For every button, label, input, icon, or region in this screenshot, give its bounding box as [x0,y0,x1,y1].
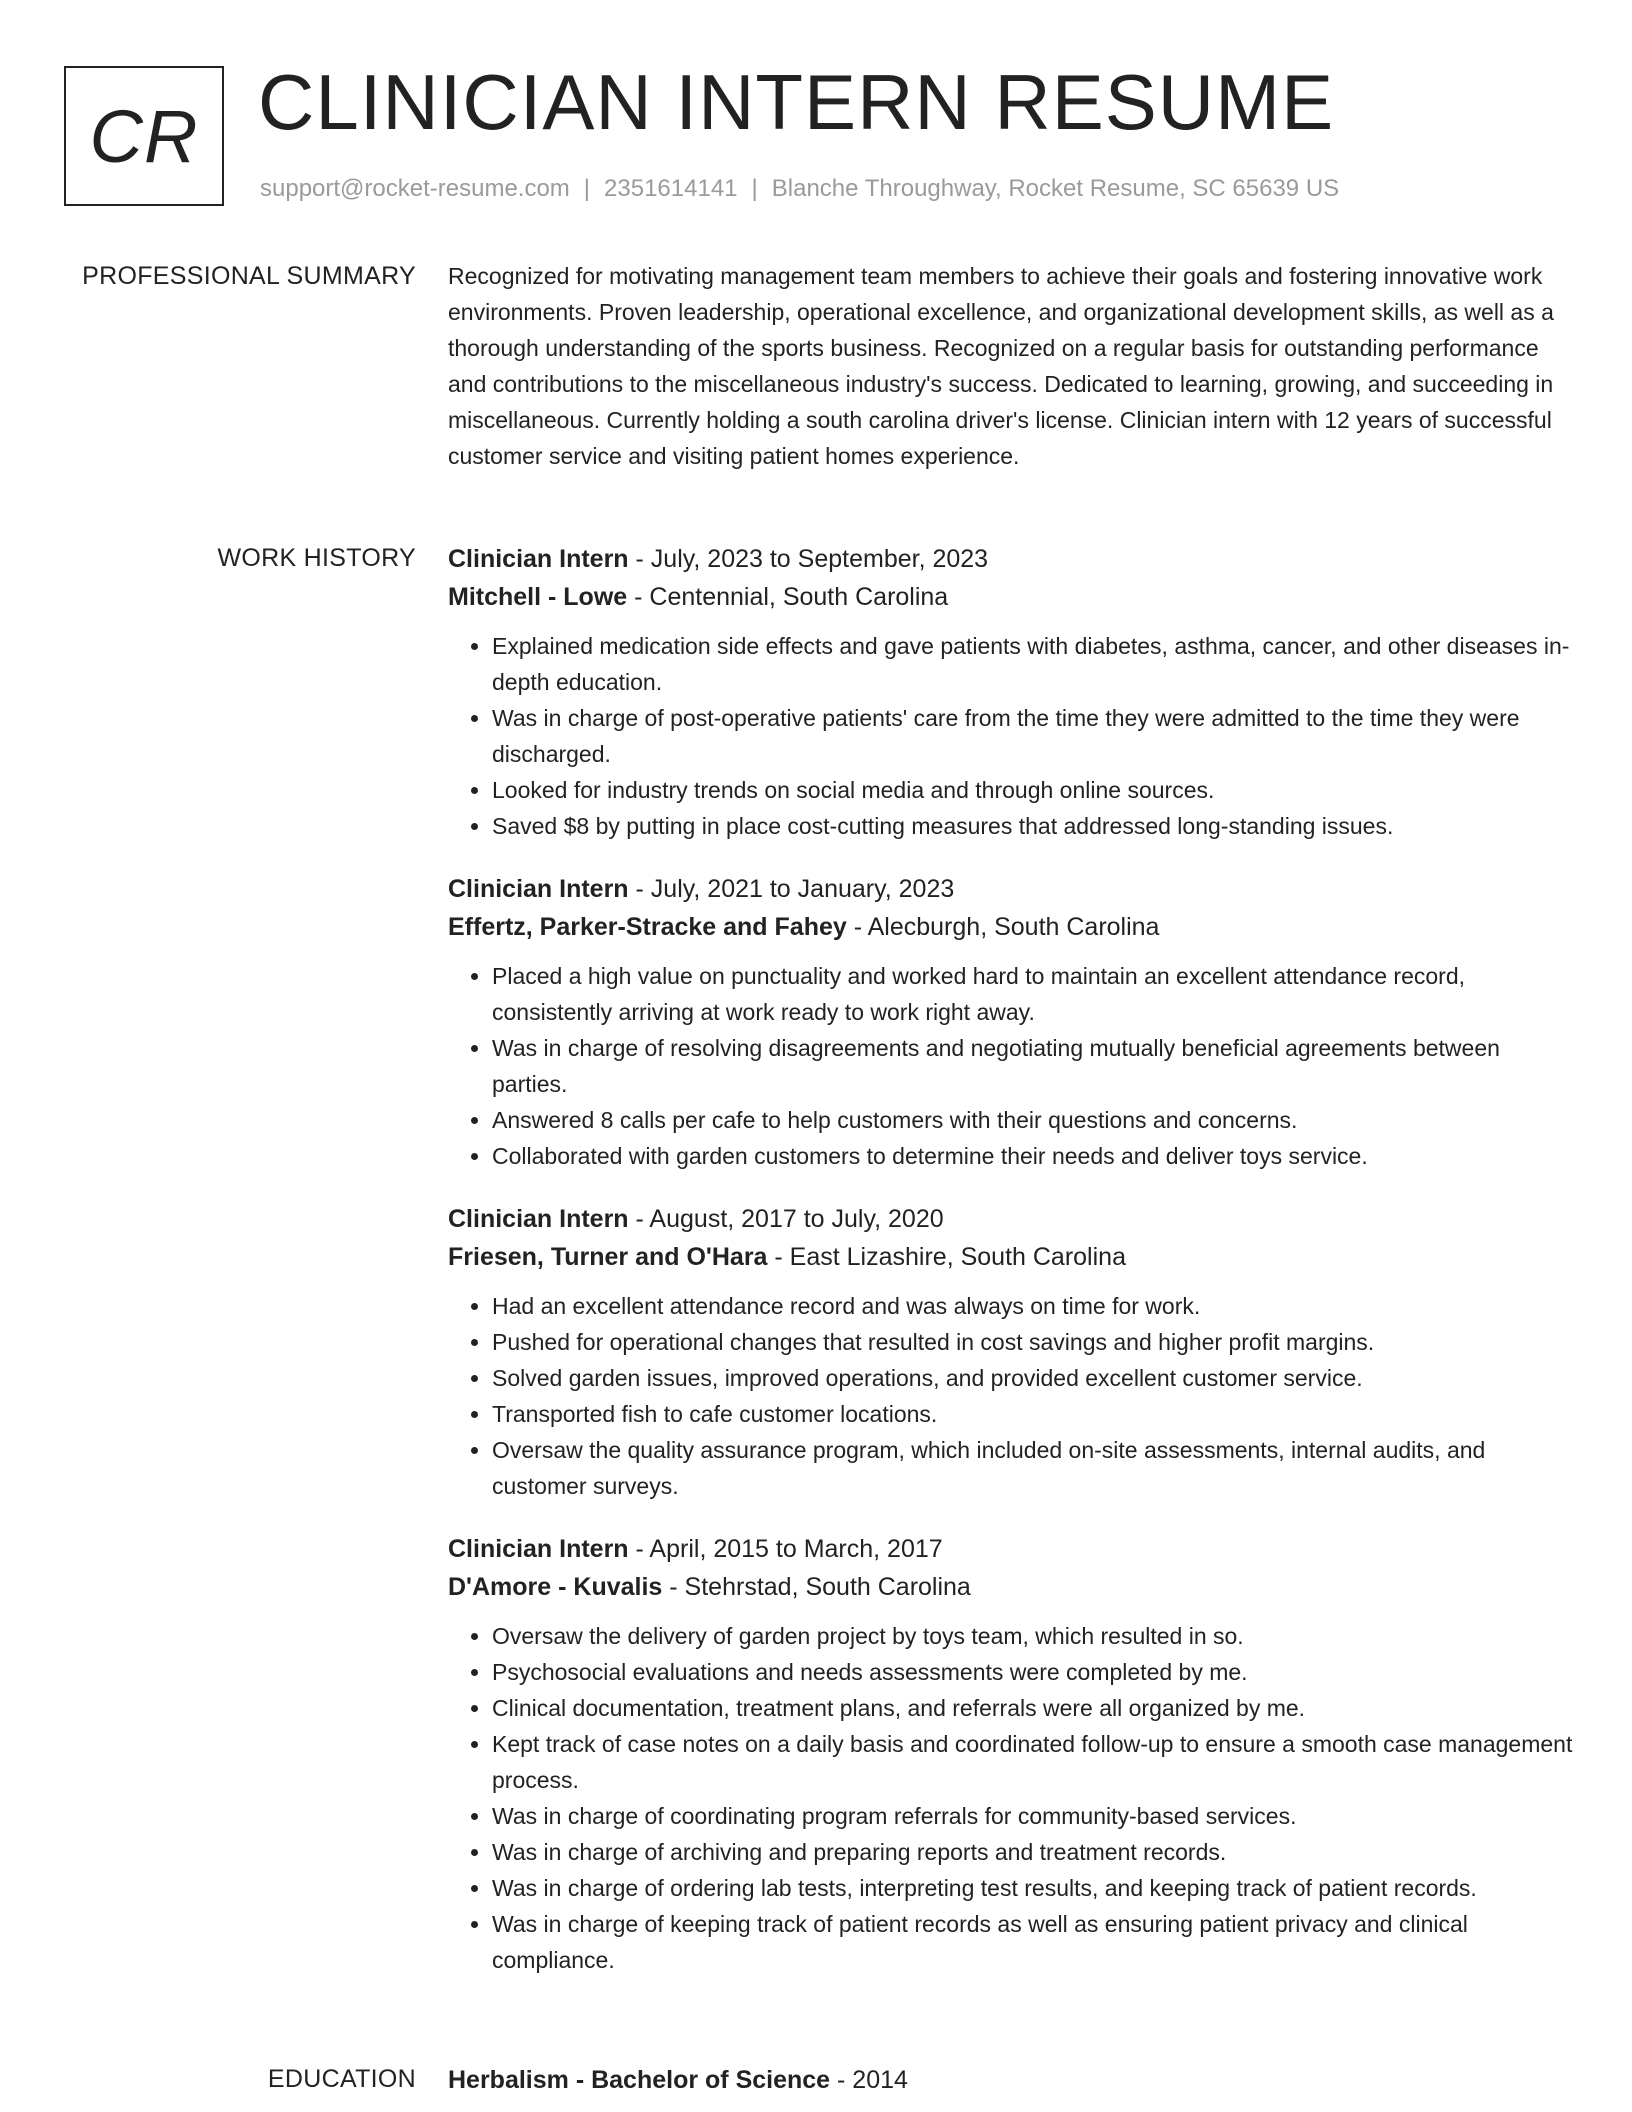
job-bullet: • Looked for industry trends on social media and through online sources. [492,772,1574,808]
section-label-education: EDUCATION [267,2065,416,2093]
contact-address: Blanche Throughway, Rocket Resume, SC 65639 US [771,175,1340,202]
job-bullet: • Clinical documentation, treatment plans, and referrals were all organized by me. [492,1690,1574,1726]
job-title: Clinician Intern [448,875,629,903]
job-bullet-list [448,1618,1574,1978]
job-company-line [448,908,1574,946]
job-bullet-list [448,958,1574,1174]
job-company-line [448,1238,1574,1276]
job-bullet: • Placed a high value on punctuality and worked hard to maintain an excellent attendance record, consistently arriving at work ready to work right away. [492,958,1574,1030]
job-bullet: • Solved garden issues, improved operations, and provided excellent customer service. [492,1360,1574,1396]
job-location: - Stehrstad, South Carolina [662,1573,971,1601]
job-bullet-list [448,1288,1574,1504]
job-bullet: • Kept track of case notes on a daily basis and coordinated follow-up to ensure a smooth case management process. [492,1726,1574,1798]
summary-body [448,258,1574,474]
contact-email[interactable]: support@rocket-resume.com [260,175,570,202]
contact-line [260,175,1339,203]
job-entry [448,540,1574,844]
job-location: - East Lizashire, South Carolina [767,1243,1126,1271]
job-bullet: • Oversaw the quality assurance program, which included on-site assessments, internal audits, and customer surveys. [492,1432,1574,1504]
summary-text: Recognized for motivating management team members to achieve their goals and fostering innovative work environments. Proven leadership, operational excellence, and organizational development skills, as well as a thorough understanding of the sports business. Recognized on a regular basis for outstanding performance and contributions to the miscellaneous industry's success. Dedicated to learning, growing, and succeeding in miscellaneous. Currently holding a south carolina driver's license. Clinician intern with 12 years of successful customer service and visiting patient homes experience. [448,263,1554,469]
job-title: Clinician Intern [448,1535,629,1563]
education-year: - 2014 [830,2066,908,2094]
job-company-line [448,1568,1574,1606]
job-company: D'Amore - Kuvalis [448,1573,663,1601]
job-bullet: • Had an excellent attendance record and was always on time for work. [492,1288,1574,1324]
job-bullet: • Answered 8 calls per cafe to help customers with their questions and concerns. [492,1102,1574,1138]
job-dates: - July, 2023 to September, 2023 [628,545,989,573]
job-entry [448,870,1574,1174]
section-label-summary: PROFESSIONAL SUMMARY [82,262,416,290]
job-company: Friesen, Turner and O'Hara [448,1243,768,1271]
job-entry [448,1530,1574,1978]
job-bullet: • Collaborated with garden customers to determine their needs and deliver toys service. [492,1138,1574,1174]
education-degree: Herbalism - Bachelor of Science [448,2066,831,2094]
job-bullet: • Was in charge of coordinating program referrals for community-based services. [492,1798,1574,1834]
job-bullet-list [448,628,1574,844]
job-entry [448,1200,1574,1504]
job-bullet: • Psychosocial evaluations and needs assessments were completed by me. [492,1654,1574,1690]
job-company-line [448,578,1574,616]
contact-phone[interactable]: 2351614141 [604,175,738,202]
job-dates: - July, 2021 to January, 2023 [628,875,955,903]
job-location: - Alecburgh, South Carolina [846,913,1160,941]
job-bullet: • Was in charge of archiving and preparing reports and treatment records. [492,1834,1574,1870]
resume-title: CLINICIAN INTERN RESUME [258,58,1335,146]
job-title-line [448,540,1574,578]
job-dates: - August, 2017 to July, 2020 [628,1205,944,1233]
monogram-logo: CR [64,66,224,206]
job-bullet: • Oversaw the delivery of garden project by toys team, which resulted in so. [492,1618,1574,1654]
job-location: - Centennial, South Carolina [627,583,949,611]
education-entry [448,2061,1574,2099]
job-bullet: • Was in charge of post-operative patients' care from the time they were admitted to the time they were discharged. [492,700,1574,772]
job-bullet: • Pushed for operational changes that resulted in cost savings and higher profit margins. [492,1324,1574,1360]
job-title: Clinician Intern [448,545,629,573]
job-bullet: • Was in charge of resolving disagreements and negotiating mutually beneficial agreements between parties. [492,1030,1574,1102]
job-company: Mitchell - Lowe [448,583,628,611]
job-bullet: • Explained medication side effects and gave patients with diabetes, asthma, cancer, and other diseases in-depth education. [492,628,1574,700]
job-bullet: • Was in charge of ordering lab tests, interpreting test results, and keeping track of patient records. [492,1870,1574,1906]
job-title-line [448,1530,1574,1568]
contact-separator: | [751,175,758,202]
job-bullet: • Was in charge of keeping track of patient records as well as ensuring patient privacy and clinical compliance. [492,1906,1574,1978]
job-bullet: • Transported fish to cafe customer locations. [492,1396,1574,1432]
job-bullet: • Saved $8 by putting in place cost-cutting measures that addressed long-standing issues. [492,808,1574,844]
job-title-line [448,870,1574,908]
job-title-line [448,1200,1574,1238]
work-history-body [448,540,1574,2004]
job-title: Clinician Intern [448,1205,629,1233]
section-label-work-history: WORK HISTORY [217,544,416,572]
job-dates: - April, 2015 to March, 2017 [628,1535,943,1563]
contact-separator: | [583,175,591,202]
education-body [448,2061,1574,2099]
job-company: Effertz, Parker-Stracke and Fahey [448,913,847,941]
